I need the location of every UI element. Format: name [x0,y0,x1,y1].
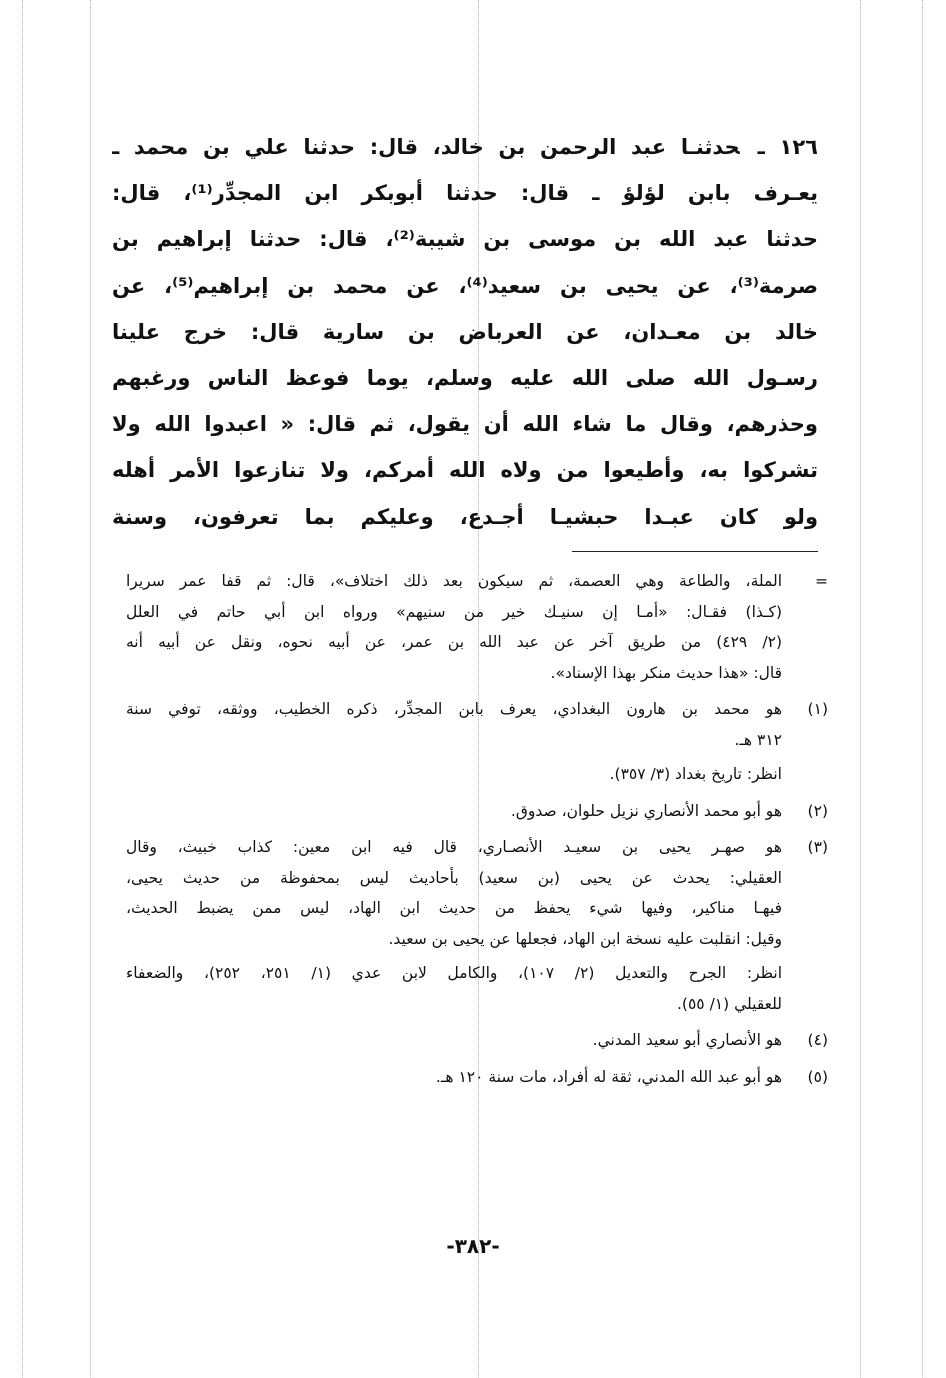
footnote-line: الملة، والطاعة وهي العصمة، ثم سيكون بعد ذلك اختلاف»، قال: ثم قفا عمر سريرا [126,572,782,590]
hadith-text [112,124,818,540]
hadith-number: ١٢٦ ـ [757,135,818,159]
footnote-line: هو أبو عبد الله المدني، ثقة له أفراد، مات سنة ١٢٠ هـ. [435,1067,782,1086]
footnote [126,1025,828,1056]
footnote-marker: (٢) [807,801,828,820]
footnote [126,796,828,827]
footnote [126,694,828,790]
hadith-line-text: خالد بن معـدان، عن العرباض بن سارية قال: خرج علينا [112,319,818,344]
hadith-line-text: وحذرهم، وقال ما شاء الله أن يقول، ثم قال: « اعبدوا الله ولا [112,412,818,437]
hadith-line-text: حدثنا عبد الله بن موسى بن شيبة⁽²⁾، قال: حدثنا إبراهيم بن [112,227,818,252]
hadith-line [112,401,818,447]
hadith-line-text: صرمة⁽³⁾، عن يحيى بن سعيد⁽⁴⁾، عن محمد بن إبراهيم⁽⁵⁾، عن [112,273,818,298]
footnote-separator [572,551,818,552]
footnote-line: فيهـا مناكير، وفيها شيء يحفظ من حديث ابن الهاد، ليس ممن يضبط الحديث، [126,899,782,917]
footnote-line: هو أبو محمد الأنصاري نزيل حلوان، صدوق. [510,801,782,820]
footnote-reference-line: انظر: تاريخ بغداد (٣/ ٣٥٧). [609,765,782,783]
footnote-line: وقيل: انقلبت عليه نسخة ابن الهاد، فجعلها عن يحيى بن سعيد. [388,929,782,948]
footnote-line: (كـذا) فقـال: «أمـا إن سنيـك خير من سنيهم» ورواه ابن أبي حاتم في العلل [126,602,782,621]
footnote-reference-line: للعقيلي (١/ ٥٥). [677,994,782,1013]
footnote-marker: (٥) [807,1067,828,1086]
hadith-line [112,124,818,170]
hadith-line [112,447,818,493]
footnote-line: قال: «هذا حديث منكر بهذا الإسناد». [550,663,782,682]
footnote-marker: = [815,572,828,590]
footnote-line: (٢/ ٤٢٩) من طريق آخر عن عبد الله بن عمر، عن أبيه نحوه، ونقل عن أبيه أنه [126,633,782,651]
hadith-line-text: رسـول الله صلى الله عليه وسلم، يوما فوعظ الناس ورغبهم [112,365,818,390]
footnote-line: هو محمد بن هارون البغدادي، يعرف بابن المجدِّر، ذكره الخطيب، ووثقه، توفي سنة [126,700,782,718]
footnote-marker: (١) [807,700,828,718]
footnote-line: العقيلي: يحدث عن يحيى (بن سعيد) بأحاديث ليس بمحفوظة من حديث يحيى، [126,868,782,887]
hadith-line [112,170,818,216]
hadith-line [112,216,818,262]
footnote [126,832,828,1019]
footnote-line: هو صهـر يحيى بن سعيـد الأنصـاري، قال فيه ابن معين: كذاب خبيث، وقال [126,838,782,856]
footnote-line: هو الأنصاري أبو سعيد المدني. [592,1031,782,1049]
hadith-line [112,263,818,309]
hadith-line-text: حدثنـا عبد الرحمن بن خالد، قال: حدثنا علي بن محمد ـ [112,135,740,159]
page-number: -٣٨٢- [446,1234,500,1258]
hadith-line [112,494,818,540]
footnotes [126,566,828,1098]
hadith-line-text: يعـرف بابن لؤلؤ ـ قال: حدثنا أبوبكر ابن المجدِّر⁽¹⁾، قال: [112,181,818,206]
footnote-marker: (٤) [807,1031,828,1049]
hadith-line-text: ولو كان عبـدا حبشيـا أجـدع، وعليكم بما تعرفون، وسنة [112,504,818,529]
hadith-line-text: تشركوا به، وأطيعوا من ولاه الله أمركم، ولا تنازعوا الأمر أهله [112,458,818,483]
footnote [126,1062,828,1093]
footnote [126,566,828,688]
footnote-line: ٣١٢ هـ. [734,730,782,749]
footnote-marker: (٣) [807,838,828,856]
hadith-line [112,309,818,355]
footnote-reference-line: انظر: الجرح والتعديل (٢/ ١٠٧)، والكامل لابن عدي (١/ ٢٥١، ٢٥٢)، والضعفاء [126,964,783,982]
hadith-line [112,355,818,401]
